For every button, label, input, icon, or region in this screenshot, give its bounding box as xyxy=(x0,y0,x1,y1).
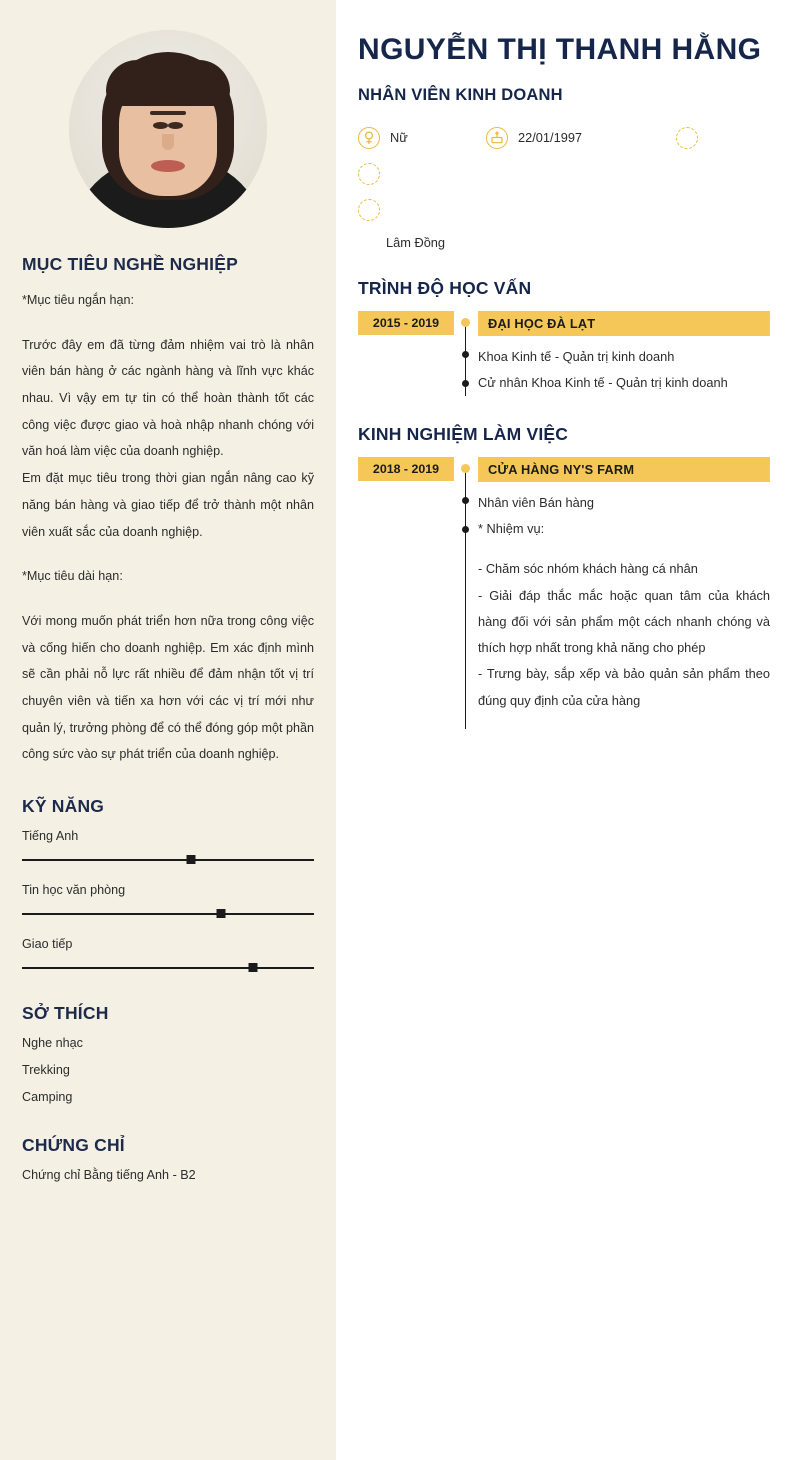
avatar xyxy=(69,30,267,228)
entry-line: * Nhiệm vụ: xyxy=(478,521,545,537)
portrait-eye-right xyxy=(168,122,183,129)
experience-entry xyxy=(358,457,770,714)
section-education xyxy=(358,278,770,396)
timeline-dot xyxy=(462,497,469,504)
objective-short-text-2: Em đặt mục tiêu trong thời gian ngắn nâng cao kỹ năng bán hàng và giao tiếp để trở thành một nhân viên xuất sắc của doanh nghiệp. xyxy=(22,471,314,539)
skill-slider-knob[interactable] xyxy=(187,855,196,864)
list-item: Chứng chỉ Bằng tiếng Anh - B2 xyxy=(22,1168,196,1182)
entry-period: 2015 - 2019 xyxy=(358,311,454,335)
entry-body xyxy=(478,457,770,714)
info-extra-1 xyxy=(676,127,708,149)
section-certificates xyxy=(22,1135,314,1182)
info-extra-3 xyxy=(358,199,486,221)
entry-body xyxy=(478,311,770,396)
section-experience xyxy=(358,424,770,714)
info-birthday-value: 22/01/1997 xyxy=(518,130,583,146)
duty-item: - Chăm sóc nhóm khách hàng cá nhân xyxy=(478,561,698,577)
entry-line: Cử nhân Khoa Kinh tế - Quản trị kinh doanh xyxy=(478,374,728,390)
portrait-nose xyxy=(162,134,174,150)
section-title-certificates: CHỨNG CHỈ xyxy=(22,1135,125,1155)
sidebar xyxy=(0,0,336,1460)
objective-body xyxy=(22,287,314,768)
skill-label: Tin học văn phòng xyxy=(22,883,126,897)
timeline-line xyxy=(465,467,466,729)
objective-long-label: *Mục tiêu dài hạn: xyxy=(22,569,123,584)
info-row xyxy=(358,127,770,149)
objective-short-label: *Mục tiêu ngắn hạn: xyxy=(22,293,135,307)
page-title: NGUYỄN THỊ THANH HẰNG xyxy=(358,33,762,66)
section-skills xyxy=(22,796,314,969)
info-row xyxy=(358,199,770,221)
main-content xyxy=(336,0,800,1460)
skill-item xyxy=(22,937,314,969)
entry-duties xyxy=(478,542,770,713)
timeline-dot xyxy=(462,351,469,358)
avatar-wrap xyxy=(0,0,336,254)
skill-item xyxy=(22,883,314,915)
section-title-hobbies: SỞ THÍCH xyxy=(22,1003,109,1023)
portrait-bangs xyxy=(106,60,230,106)
skill-slider[interactable] xyxy=(22,967,314,969)
duty-item: - Giải đáp thắc mắc hoặc quan tâm của khách hàng đối với sản phẩm một cách nhanh chóng và thích hợp nhất trong khả năng cho phép xyxy=(478,587,770,656)
entry-line: Khoa Kinh tế - Quản trị kinh doanh xyxy=(478,348,675,364)
portrait-mouth xyxy=(151,160,185,172)
placeholder-icon xyxy=(676,127,698,149)
objective-long-text: Với mong muốn phát triển hơn nữa trong công việc và cống hiến cho doanh nghiệp. Em xác định mình sẽ cần phải nỗ lực rất nhiều để đảm nhận tốt vị trí chuyên viên và tiến xa hơn với các vị trí mới như quản lý, trưởng phòng để có thể đóng góp một phần công sức vào sự phát triển của doanh nghiệp. xyxy=(22,613,314,762)
skill-label: Tiếng Anh xyxy=(22,829,79,843)
timeline-dot-primary xyxy=(461,464,470,473)
entry-period: 2018 - 2019 xyxy=(358,457,454,481)
gender-icon xyxy=(358,127,380,149)
placeholder-icon xyxy=(358,163,380,185)
section-title-skills: KỸ NĂNG xyxy=(22,796,105,816)
skill-slider-knob[interactable] xyxy=(216,909,225,918)
skill-item xyxy=(22,829,314,861)
skill-slider[interactable] xyxy=(22,913,314,915)
info-row xyxy=(358,163,770,185)
entry-organization: CỬA HÀNG NY'S FARM xyxy=(478,457,770,482)
placeholder-icon xyxy=(358,199,380,221)
birthday-cake-icon xyxy=(486,127,508,149)
section-title-education: TRÌNH ĐỘ HỌC VẤN xyxy=(358,277,532,298)
portrait-eye-left xyxy=(153,122,168,129)
objective-short-text-1: Trước đây em đã từng đảm nhiệm vai trò là nhân viên bán hàng ở các ngành hàng và lĩnh vực khác nhau. Vì vậy em tự tin có thể hoàn thành tốt các công việc được giao và hoà nhập nhanh chóng với văn hoá làm việc của doanh nghiệp. xyxy=(22,337,314,459)
section-title-experience: KINH NGHIỆM LÀM VIỆC xyxy=(358,424,569,445)
list-item: Nghe nhạc xyxy=(22,1036,83,1050)
education-entry xyxy=(358,311,770,396)
entry-line: Nhân viên Bán hàng xyxy=(478,495,594,511)
info-location-value: Lâm Đồng xyxy=(386,234,446,250)
section-hobbies xyxy=(22,1003,314,1104)
personal-info xyxy=(358,127,770,250)
section-objective xyxy=(22,254,314,768)
list-item: Camping xyxy=(22,1090,73,1104)
timeline-dot xyxy=(462,526,469,533)
timeline xyxy=(454,457,478,714)
info-location xyxy=(358,235,770,250)
info-gender-value: Nữ xyxy=(390,130,408,146)
info-gender xyxy=(358,127,486,149)
portrait-eyebrow-right xyxy=(166,111,186,115)
timeline-dot-primary xyxy=(461,318,470,327)
timeline-dot xyxy=(462,380,469,387)
skill-slider-knob[interactable] xyxy=(248,963,257,972)
info-extra-2 xyxy=(358,163,486,185)
info-birthday xyxy=(486,127,676,149)
skill-slider[interactable] xyxy=(22,859,314,861)
job-title: NHÂN VIÊN KINH DOANH xyxy=(358,85,563,104)
list-item: Trekking xyxy=(22,1063,70,1077)
entry-organization: ĐẠI HỌC ĐÀ LẠT xyxy=(478,311,770,336)
duty-item: - Trưng bày, sắp xếp và bảo quản sản phẩm theo đúng quy định của cửa hàng xyxy=(478,666,770,708)
section-title-objective: MỤC TIÊU NGHỀ NGHIỆP xyxy=(22,254,238,274)
timeline xyxy=(454,311,478,396)
skill-label: Giao tiếp xyxy=(22,937,73,951)
